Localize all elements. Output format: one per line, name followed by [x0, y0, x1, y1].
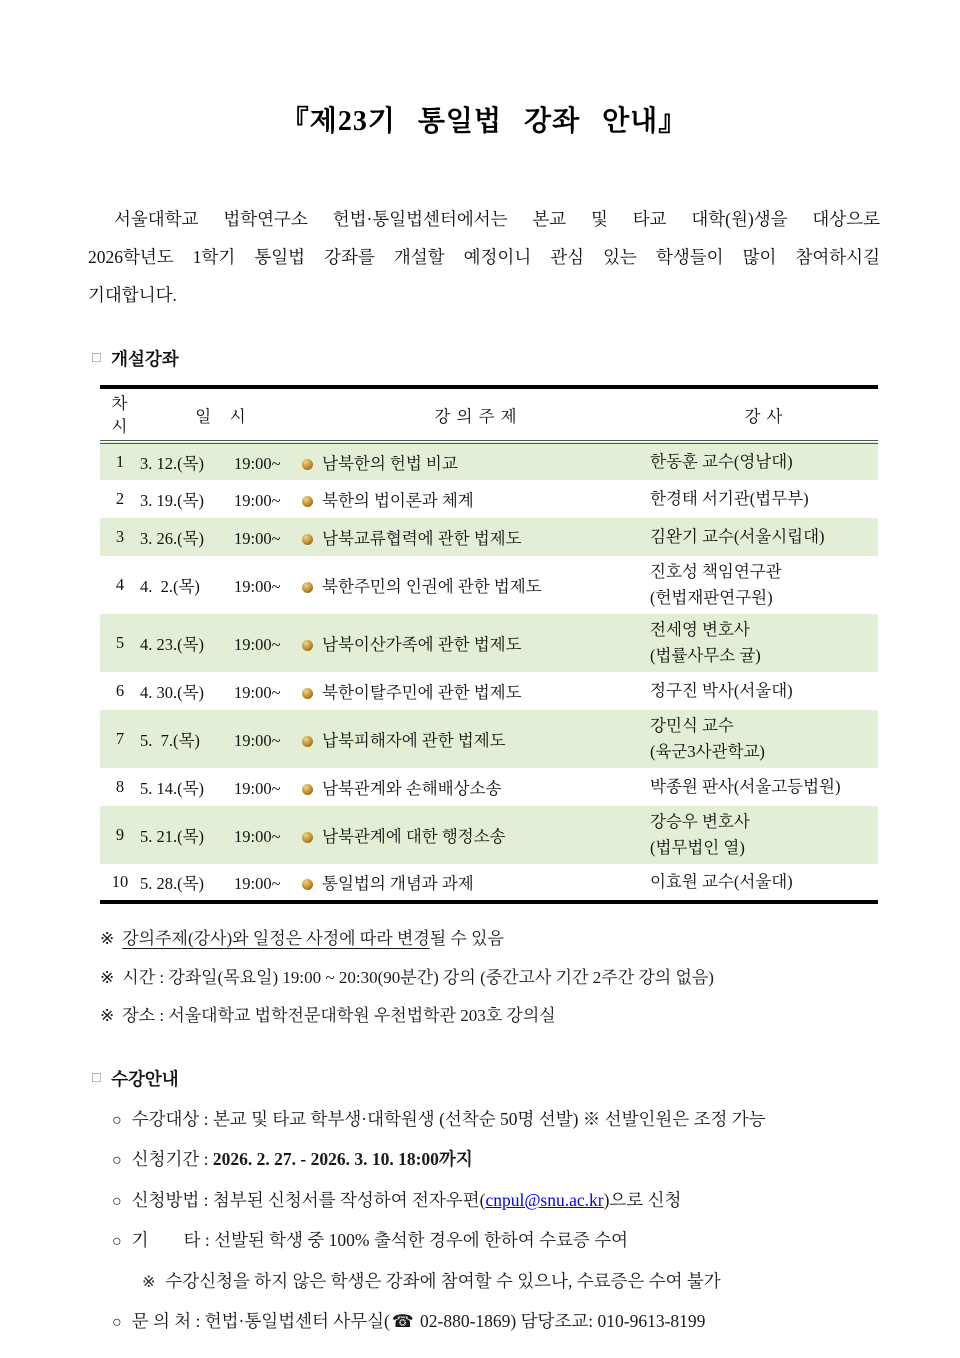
reference-mark-icon: ※: [100, 1006, 115, 1025]
bullet-icon: [302, 736, 313, 747]
table-notes: [100, 920, 880, 1036]
bullet-icon: [302, 496, 313, 507]
reference-mark-icon: ※: [142, 1273, 156, 1291]
bullet-icon: [302, 688, 313, 699]
period-dates: 2026. 2. 27. - 2026. 3. 10. 18:00까지: [212, 1149, 473, 1169]
bullet-icon: [302, 459, 313, 470]
courses-heading-label: 개설강좌: [111, 349, 179, 369]
table-row: 9 5. 21.(목) 19:00~ 남북관계에 대한 행정소송 강승우 변호사 (법무법인 열): [100, 806, 878, 864]
table-row: 10 5. 28.(목) 19:00~ 통일법의 개념과 과제 이효원 교수(서울대): [111, 872, 793, 893]
header-lecturer: 강 사: [650, 387, 878, 442]
item-method: ○ 신청방법 : 첨부된 신청서를 작성하여 전자우편(cnpul@snu.ac.kr)으로 신청: [112, 1189, 682, 1210]
table-row: 4 4. 2.(목) 19:00~ 북한주민의 인권에 관한 법제도 진호성 책임연구관 (헌법재판연구원): [115, 562, 782, 607]
checkbox-icon: □: [92, 1069, 102, 1086]
courses-section: [88, 346, 880, 1036]
circle-bullet-icon: ○: [112, 1233, 122, 1250]
item-contact: ○ 문 의 처 : 헌법·통일법센터 사무실( ☎ 02-880-1869) 담당조교: 010-9613-8199: [112, 1311, 706, 1331]
circle-bullet-icon: ○: [112, 1192, 122, 1210]
intro-line: 기대합니다.: [88, 285, 177, 305]
table-row: 6 4. 30.(목) 19:00~ 북한이탈주민에 관한 법제도 정구진 박사(서울대): [115, 681, 793, 702]
bullet-icon: [302, 640, 313, 651]
note-place: ※ 장소 : 서울대학교 법학전문대학원 우천법학관 203호 강의실: [100, 1006, 556, 1025]
header-datetime: 일 시: [140, 387, 302, 442]
header-session: 차 시: [100, 387, 140, 442]
reference-mark-icon: ※: [100, 967, 115, 987]
bullet-icon: [302, 832, 313, 843]
bullet-icon: [302, 879, 313, 890]
circle-bullet-icon: ○: [112, 1152, 122, 1169]
circle-bullet-icon: ○: [112, 1314, 122, 1331]
table-row: 3 3. 26.(목) 19:00~ 남북교류협력에 관한 법제도 김완기 교수(서울시립대): [100, 518, 878, 556]
table-row: 1 3. 12.(목) 19:00~ 남북한의 헌법 비교 한동훈 교수(영남대): [100, 442, 878, 480]
enrollment-items: [112, 1100, 880, 1343]
circle-bullet-icon: ○: [112, 1111, 122, 1129]
phone-icon: ☎: [391, 1311, 414, 1331]
bullet-icon: [302, 582, 313, 593]
table-header: [100, 387, 878, 442]
enrollment-section: [88, 1066, 880, 1343]
intro-paragraph: [88, 200, 880, 314]
header-topic: 강 의 주 제: [302, 387, 650, 442]
email-link[interactable]: cnpul@snu.ac.kr: [485, 1189, 604, 1210]
enrollment-heading: [92, 1066, 880, 1092]
item-etc: ○ 기 타 : 선발된 학생 중 100% 출석한 경우에 한하여 수료증 수여: [112, 1230, 629, 1250]
table-row: 8 5. 14.(목) 19:00~ 남북관계와 손해배상소송 박종원 판사(서울고등법원): [115, 777, 841, 798]
item-period: ○ 신청기간 : 2026. 2. 27. - 2026. 3. 10. 18:00까지: [112, 1149, 473, 1169]
intro-line: 2026학년도 1학기 통일법 강좌를 개설할 예정이니 관심 있는 학생들이 많이 참여하시길: [88, 247, 880, 267]
bullet-icon: [302, 534, 313, 545]
page-title: 『제23기 통일법 강좌 안내』: [280, 106, 688, 137]
note-change: ※ 강의주제(강사)와 일정은 사정에 따라 변경될 수 있음: [100, 929, 504, 948]
table-row: 5 4. 23.(목) 19:00~ 남북이산가족에 관한 법제도 전세영 변호사 (법률사무소 귤): [100, 614, 878, 672]
intro-line: 서울대학교 법학연구소 헌법·통일법센터에서는 본교 및 타교 대학(원)생을 대상으로: [114, 209, 880, 229]
item-subnote: ※ 수강신청을 하지 않은 학생은 강좌에 참여할 수 있으나, 수료증은 수여 불가: [142, 1270, 721, 1291]
table-row: 2 3. 19.(목) 19:00~ 북한의 법이론과 체계 한경태 서기관(법무부): [115, 489, 809, 510]
courses-heading: [92, 346, 880, 372]
bullet-icon: [302, 784, 313, 795]
checkbox-icon: □: [92, 350, 102, 366]
note-time: ※ 시간 : 강좌일(목요일) 19:00 ~ 20:30(90분간) 강의 (중간고사 기간 2주간 강의 없음): [100, 967, 714, 987]
table-row: 7 5. 7.(목) 19:00~ 납북피해자에 관한 법제도 강민식 교수 (육군3사관학교): [100, 710, 878, 768]
course-schedule-table: [100, 385, 878, 904]
item-target: ○ 수강대상 : 본교 및 타교 학부생·대학원생 (선착순 50명 선발) ※ 선발인원은 조정 가능: [112, 1108, 766, 1129]
enrollment-heading-label: 수강안내: [111, 1068, 179, 1089]
reference-mark-icon: ※: [100, 929, 115, 948]
